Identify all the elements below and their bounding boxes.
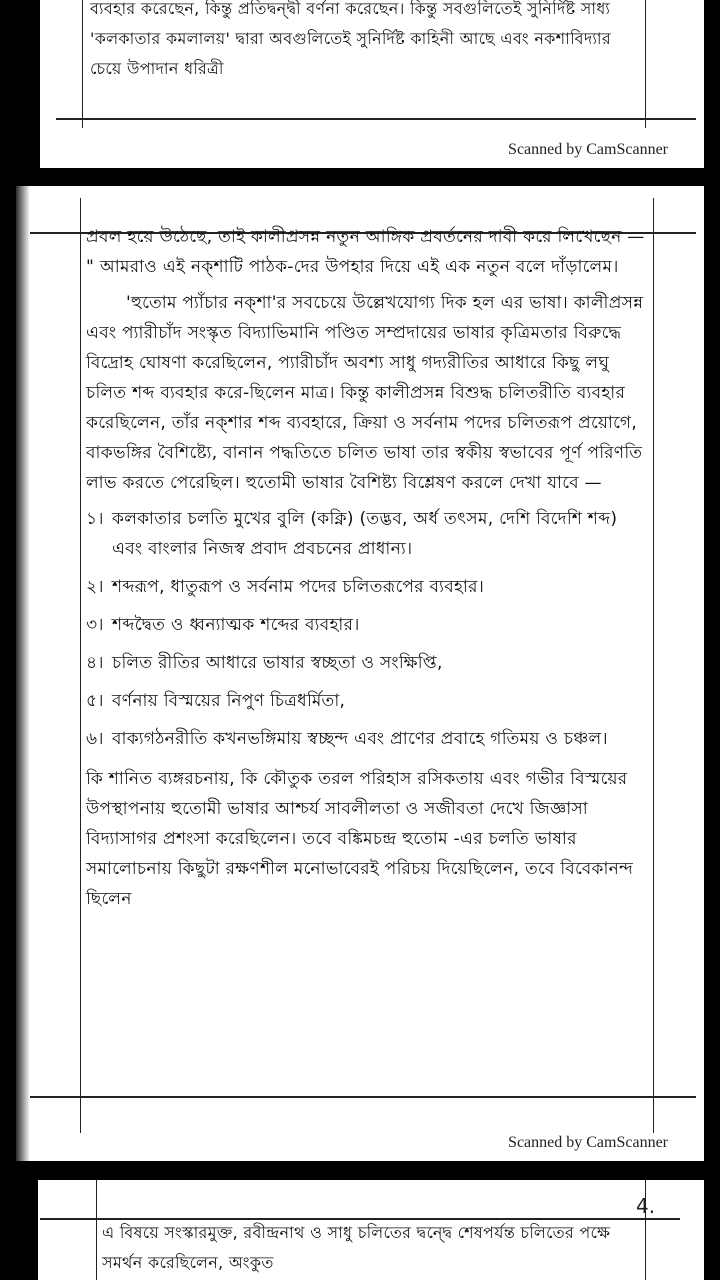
scanner-watermark: Scanned by CamScanner [508,1134,668,1151]
page-shadow [16,0,40,168]
page-1-text: ব্যবহার করেছেন, কিন্তু প্রতিদ্বন্দ্বী বর্ণনা করেছেন। কিন্তু সবগুলিতেই সুনির্দিষ্ট সাধ্য 'কলকাতার কমলালয়' দ্বারা অবগুলিতেই সুনির্দিষ্ট কাহিনী আছে এবং নকশাবিদ্যার চেয়ে উপাদান ধরিত্রী [90,0,611,78]
list-number: ৬। [86,729,104,749]
feature-list [86,504,646,754]
list-text: কলকাতার চলতি মুখের বুলি (কক্নি) (তদ্ভব, অর্ধ তৎসম, দেশি বিদেশি শব্দ) এবং বাংলার নিজস্ব প্রবাদ প্রবচনের প্রাধান্য। [112,509,618,559]
scanned-page-1 [16,0,704,168]
list-item [86,610,646,640]
list-text: শব্দদ্বৈত ও ধ্বন্যাত্মক শব্দের ব্যবহার। [112,615,360,635]
list-item [86,648,646,678]
page-shadow [16,186,30,1161]
closing-paragraph: কি শানিত ব্যঙ্গরচনায়, কি কৌতুক তরল পরিহাস রসিকতায় এবং গভীর বিস্ময়ের উপস্থাপনায় হুতোমী ভাষার আশ্চর্য সাবলীলতা ও সজীবতা দেখে জিজ্ঞাসা বিদ্যাসাগর প্রশংসা করেছিলেন। তবে বঙ্কিমচন্দ্র হুতোম -এর চলতি ভাষার সমালোচনায় কিছুটা রক্ষণশীল মনোভাবেরই পরিচয় দিয়েছিলেন, তবে বিবেকানন্দ ছিলেন [86,769,634,909]
list-number: ৫। [86,691,104,711]
list-item [86,572,646,602]
page-shadow [16,1180,38,1280]
list-number: ২। [86,577,104,597]
list-text: চলিত রীতির আধারে ভাষার স্বচ্ছতা ও সংক্ষিপ্তি, [112,653,443,673]
page-bottom-rule [30,1096,696,1098]
page-bottom-rule [56,118,696,120]
list-number: ৪। [86,653,104,673]
list-text: শব্দরূপ, ধাতুরূপ ও সর্বনাম পদের চলিতরূপের ব্যবহার। [112,577,485,597]
language-paragraph: 'হুতোম প্যাঁচার নক্শা'র সবচেয়ে উল্লেখযোগ্য দিক হল এর ভাষা। কালীপ্রসন্ন এবং প্যারীচাঁদ সংস্কৃত বিদ্যাভিমানি পণ্ডিত সম্প্রদায়ের ভাষার কৃত্রিমতার বিরুদ্ধে বিদ্রোহ ঘোষণা করেছিলেন, প্যারীচাঁদ অবশ্য সাধু গদ্যরীতির আধারে কিছু লঘু চলিত শব্দ ব্যবহার করে-ছিলেন মাত্র। কিন্তু কালীপ্রসন্ন বিশুদ্ধ চলিতরীতি ব্যবহার করেছিলেন, তাঁর নক্শার শব্দ ব্যবহারে, ক্রিয়া ও সর্বনাম পদের চলিতরূপ প্রয়োগে, বাকভঙ্গির বৈশিষ্ট্যে, বানান পদ্ধতিতে চলিত ভাষা তার স্বকীয় স্বভাবের পূর্ণ পরিণতি লাভ করতে পেরেছিল। হুতোমী ভাষার বৈশিষ্ট্য বিশ্লেষণ করলে দেখা যাবে — [86,293,644,493]
list-number: ৩। [86,615,104,635]
scanner-watermark: Scanned by CamScanner [508,141,668,158]
list-text: বাক্যগঠনরীতি কখনভঙ্গিমায় স্বচ্ছন্দ এবং প্রাণের প্রবাহে গতিময় ও চঞ্চল। [112,729,608,749]
list-item [86,686,646,716]
scanned-page-2 [16,186,704,1161]
page-2-body [86,222,646,920]
list-item [86,504,646,564]
page-number: 4. [636,1194,656,1218]
scanned-page-3 [16,1180,704,1280]
page-3-text: এ বিষয়ে সংস্কারমুক্ত, রবীন্দ্রনাথ ও সাধু চলিতের দ্বন্দ্বে শেষপর্যন্ত চলিতের পক্ষে সমর্থন করেছিলেন, অংকুত [102,1223,611,1272]
list-item [86,724,646,754]
list-number: ১। [86,509,104,529]
list-text: বর্ণনায় বিস্ময়ের নিপুণ চিত্রধর্মিতা, [112,691,346,711]
intro-paragraph: প্রবল হয়ে উঠেছে, তাই কালীপ্রসন্ন নতুন আঙ্গিক প্রবর্তনের দাবী করে লিখেছেন — " আমরাও এই নক্শাটি পাঠক-দের উপহার দিয়ে এই এক নতুন বলে দাঁড়ালেম। [86,227,645,277]
